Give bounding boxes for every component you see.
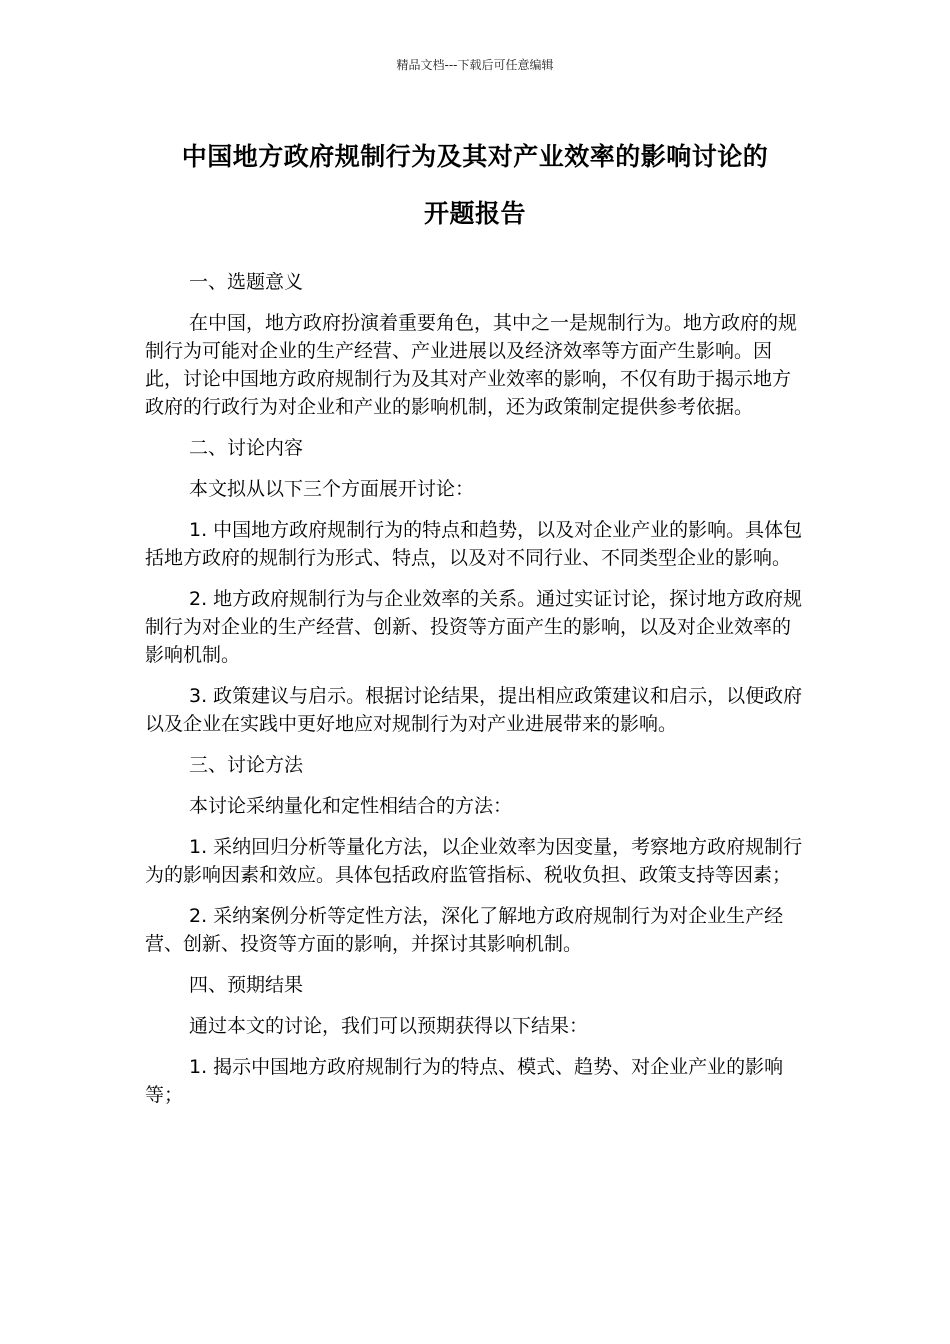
document-body bbox=[145, 268, 805, 1122]
list-item-content-2: 2. 地方政府规制行为与企业效率的关系。通过实证讨论，探讨地方政府规制行为对企业的生产经营、创新、投资等方面产生的影响，以及对企业效率的影响机制。 bbox=[145, 588, 803, 666]
document-title bbox=[120, 128, 830, 242]
section-heading-significance: 一、选题意义 bbox=[189, 271, 304, 293]
title-line-2: 开题报告 bbox=[423, 199, 526, 228]
paragraph-results-intro: 通过本文的讨论，我们可以预期获得以下结果： bbox=[189, 1015, 589, 1037]
list-item-methods-1: 1. 采纳回归分析等量化方法，以企业效率为因变量，考察地方政府规制行为的影响因素和效应。具体包括政府监管指标、税收负担、政策支持等因素； bbox=[145, 836, 803, 886]
title-line-1: 中国地方政府规制行为及其对产业效率的影响讨论的 bbox=[181, 142, 769, 171]
paragraph-significance: 在中国，地方政府扮演着重要角色，其中之一是规制行为。地方政府的规制行为可能对企业的生产经营、产业进展以及经济效率等方面产生影响。因此，讨论中国地方政府规制行为及其对产业效率的影响，不仅有助于揭示地方政府的行政行为对企业和产业的影响机制，还为政策制定提供参考依据。 bbox=[145, 312, 798, 418]
list-item-content-1: 1. 中国地方政府规制行为的特点和趋势，以及对企业产业的影响。具体包括地方政府的规制行为形式、特点，以及对不同行业、不同类型企业的影响。 bbox=[145, 519, 803, 569]
list-item-content-3: 3. 政策建议与启示。根据讨论结果，提出相应政策建议和启示，以便政府以及企业在实践中更好地应对规制行为对产业进展带来的影响。 bbox=[145, 685, 803, 735]
paragraph-content-intro: 本文拟从以下三个方面展开讨论： bbox=[189, 478, 475, 500]
section-heading-content: 二、讨论内容 bbox=[189, 437, 304, 459]
list-item-methods-2: 2. 采纳案例分析等定性方法，深化了解地方政府规制行为对企业生产经营、创新、投资等方面的影响，并探讨其影响机制。 bbox=[145, 905, 784, 955]
page-header: 精品文档---下载后可任意编辑 bbox=[396, 58, 554, 72]
list-item-results-1: 1. 揭示中国地方政府规制行为的特点、模式、趋势、对企业产业的影响等； bbox=[145, 1056, 784, 1106]
section-heading-methods: 三、讨论方法 bbox=[189, 754, 304, 776]
section-heading-results: 四、预期结果 bbox=[189, 974, 304, 996]
paragraph-methods-intro: 本讨论采纳量化和定性相结合的方法： bbox=[189, 795, 513, 817]
